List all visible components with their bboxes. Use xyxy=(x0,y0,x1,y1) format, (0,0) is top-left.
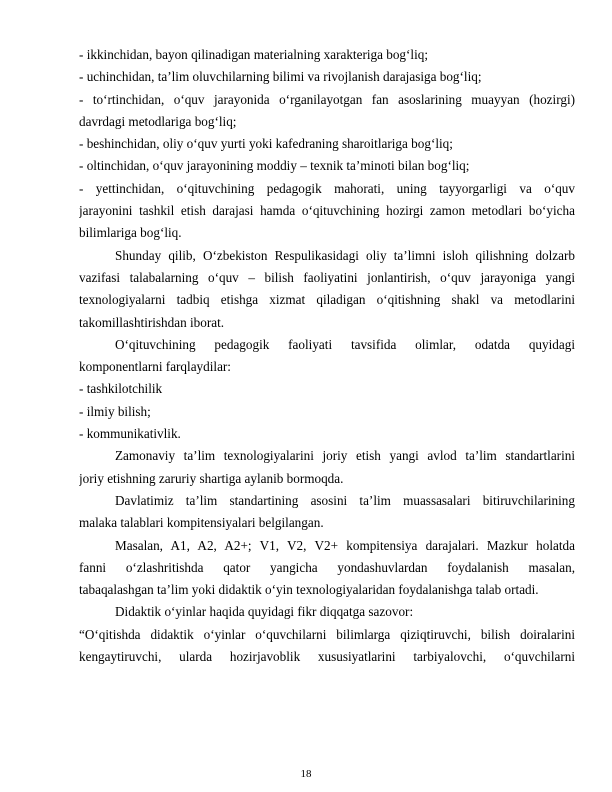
text-line: - ikkinchidan, bayon qilinadigan materialning xarakteriga bog‘liq; xyxy=(79,47,428,62)
text-line: Masalan, A1, A2, A2+; V1, V2, V2+ kompitensiya darajalari. Mazkur holatda xyxy=(115,537,575,553)
text-line: jarayonini tashkil etish darajasi hamda o‘qituvchining hozirgi zamon metodlari bo‘yicha xyxy=(79,203,575,219)
text-line: - to‘rtinchidan, o‘quv jarayonida o‘rganilayotgan fan asoslarining muayyan (hozirgi) xyxy=(79,91,575,107)
text-line: bilimlariga bog‘liq. xyxy=(79,225,182,241)
text-line: komponentlarni farqlaydilar: xyxy=(79,359,231,375)
text-line: - tashkilotchilik xyxy=(79,381,163,397)
text-line: - beshinchidan, oliy o‘quv yurti yoki kafedraning sharoitlariga bog‘liq; xyxy=(79,136,453,152)
text-line: O‘qituvchining pedagogik faoliyati tavsifida olimlar, odatda quyidagi xyxy=(115,336,575,352)
text-line: texnologiyalarni tadbiq etishga xizmat qiladigan o‘qitishning shakl va metodlarini xyxy=(79,292,575,308)
text-line: “O‘qitishda didaktik o‘yinlar o‘quvchilarni bilimlarga qiziqtiruvchi, bilish doiralarini xyxy=(79,626,575,642)
document-page xyxy=(79,44,575,668)
text-line: joriy etishning zaruriy shartiga aylanib bormoqda. xyxy=(79,470,344,486)
text-line: - uchinchidan, ta’lim oluvchilarning bilimi va rivojlanish darajasiga bog‘liq; xyxy=(79,69,482,85)
text-line: - yettinchidan, o‘qituvchining pedagogik mahorati, uning tayyorgarligi va o‘quv xyxy=(79,180,575,196)
text-line: takomillashtirishdan iborat. xyxy=(79,314,225,330)
text-line: malaka talablari kompitensiyalari belgilangan. xyxy=(79,515,324,531)
text-line: tabaqalashgan ta’lim yoki didaktik o‘yin texnologiyalaridan foydalanishga talab ortadi. xyxy=(79,582,539,598)
text-line: - ilmiy bilish; xyxy=(79,403,151,419)
page-number: 18 xyxy=(300,768,312,780)
text-line: - kommunikativlik. xyxy=(79,426,181,442)
text-line: Davlatimiz ta’lim standartining asosini ta’lim muassasalari bitiruvchilarining xyxy=(115,492,575,508)
text-line: vazifasi talabalarning o‘quv – bilish faoliyatini jonlantirish, o‘quv jarayoniga yangi xyxy=(79,269,575,285)
text-line: - oltinchidan, o‘quv jarayonining moddiy – texnik ta’minoti bilan bog‘liq; xyxy=(79,158,470,174)
text-line: Didaktik o‘yinlar haqida quyidagi fikr diqqatga sazovor: xyxy=(115,604,414,620)
text-line: davrdagi metodlariga bog‘liq; xyxy=(79,113,237,129)
text-line: fanni o‘zlashritishda qator yangicha yondashuvlardan foydalanish masalan, xyxy=(79,559,575,575)
text-line: Zamonaviy ta’lim texnologiyalarini joriy etish yangi avlod ta’lim standartlarini xyxy=(115,448,575,464)
text-line: Shunday qilib, O‘zbekiston Respulikasidagi oliy ta’limni isloh qilishning dolzarb xyxy=(115,247,575,263)
text-line: kengaytiruvchi, ularda hozirjavoblik xususiyatlarini tarbiyalovchi, o‘quvchilarni xyxy=(79,649,575,665)
